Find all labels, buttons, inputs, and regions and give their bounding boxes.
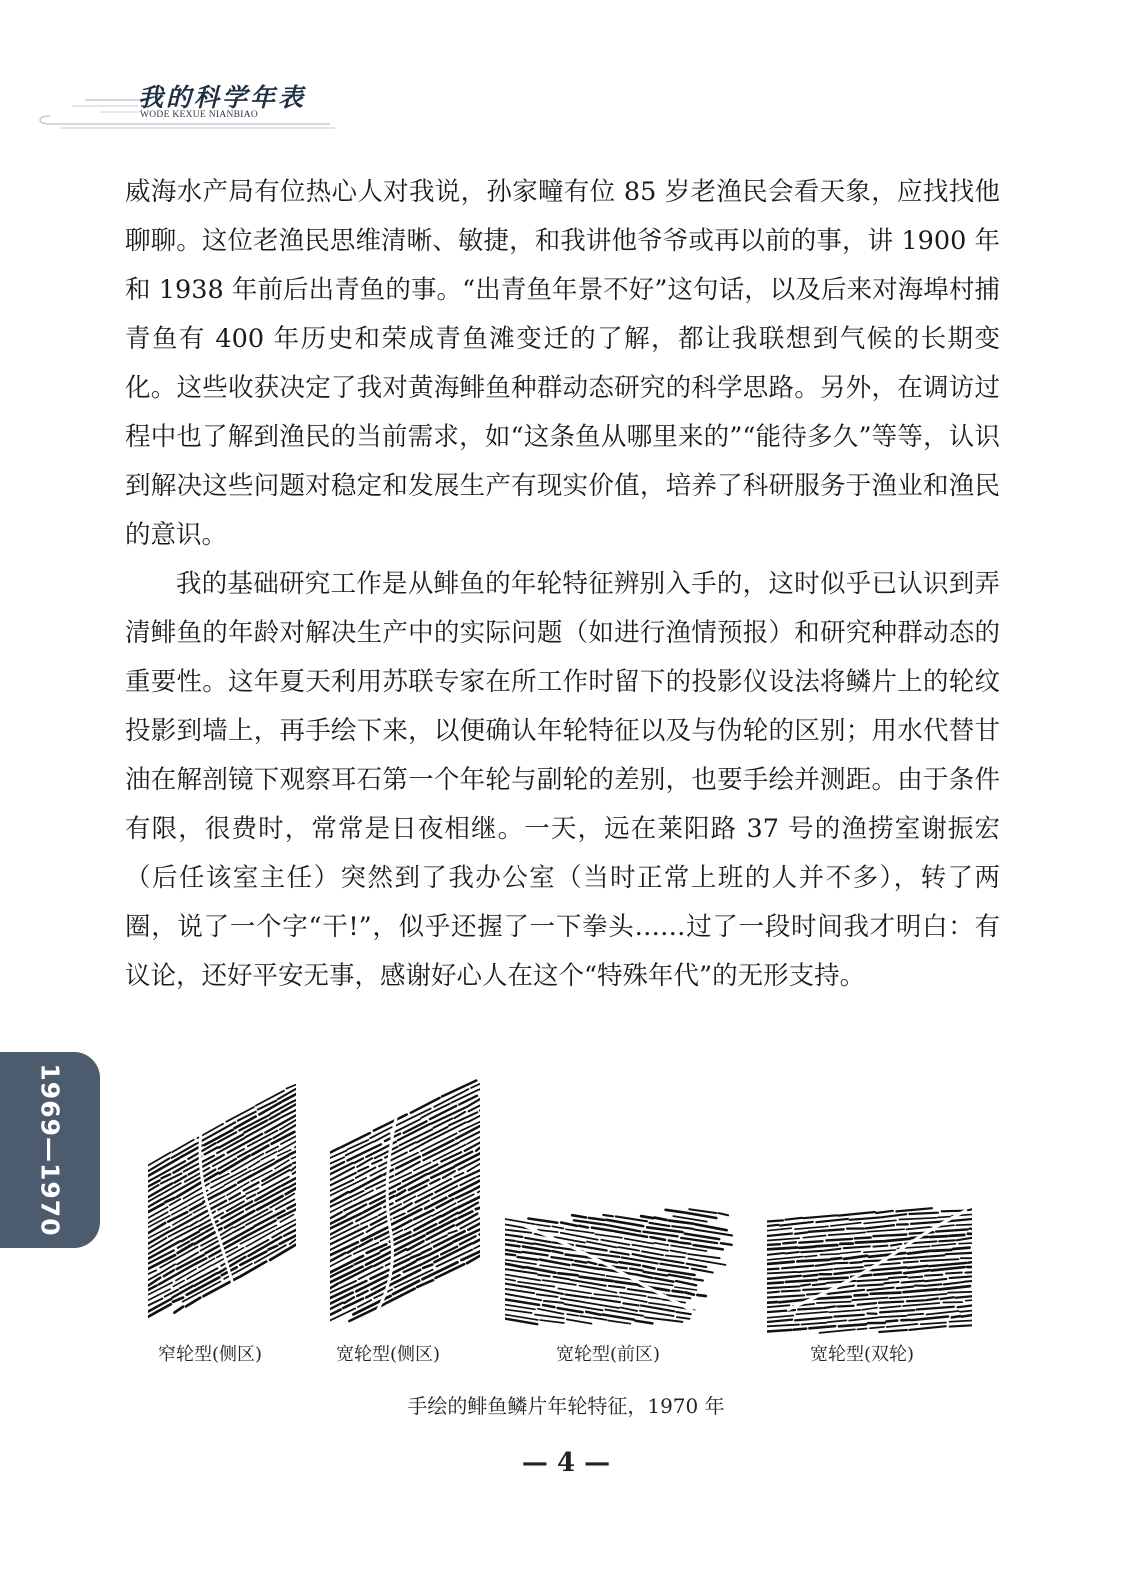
panel-label: 宽轮型(前区) [556,1344,661,1365]
ring-lines [330,1081,480,1324]
scale-ring-drawing [767,1200,972,1334]
page-number: — 4 — [521,1448,611,1478]
year-side-tab [0,1052,100,1248]
scale-drawing-panel [505,1206,735,1326]
paragraph: 我的基础研究工作是从鲱鱼的年轮特征辨别入手的，这时似乎已认识到弄清鲱鱼的年龄对解决生产中的实际问题（如进行渔情预报）和研究种群动态的重要性。这年夏天利用苏联专家在所工作时留下的投影仪设法将鳞片上的轮纹投影到墙上，再手绘下来，以便确认年轮特征以及与伪轮的区别；用水代替甘油在解剖镜下观察耳石第一个年轮与副轮的差别，也要手绘并测距。由于条件有限，很费时，常常是日夜相继。一天，远在莱阳路 37 号的渔捞室谢振宏（后任该室主任）突然到了我办公室（当时正常上班的人并不多），转了两圈，说了一个字“干!”，似乎还握了一下拳头……过了一段时间我才明白：有议论，还好平安无事，感谢好心人在这个“特殊年代”的无形支持。 [125,569,1000,991]
panel-label: 宽轮型(侧区) [336,1344,441,1365]
scale-drawing-panel [767,1200,972,1334]
running-header [30,70,350,140]
ring-lines [148,1085,296,1320]
scale-ring-drawing [330,1078,480,1323]
scale-drawing-panel [148,1084,296,1320]
ring-lines [767,1208,972,1333]
year-side-tab-label: 1969—1970 [35,1063,65,1237]
book-title-pinyin: WODE KEXUE NIANBIAO [140,110,259,120]
figure-scale-drawings [140,1078,975,1368]
scale-ring-drawing [148,1084,296,1320]
figure-caption: 手绘的鲱鱼鳞片年轮特征，1970 年 [407,1394,725,1418]
panel-label: 窄轮型(侧区) [158,1344,263,1365]
scale-drawing-panel [330,1078,480,1323]
ring-lines [505,1209,732,1324]
paragraph: 威海水产局有位热心人对我说，孙家疃有位 85 岁老渔民会看天象，应找找他聊聊。这位老渔民思维清晰、敏捷，和我讲他爷爷或再以前的事，讲 1900 年和 1938 年前后出青鱼的事。“出青鱼年景不好”这句话，以及后来对海埠村捕青鱼有 400 年历史和荣成青鱼滩变迁的了解，都让我联想到气候的长期变化。这些收获决定了我对黄海鲱鱼种群动态研究的科学思路。另外，在调访过程中也了解到渔民的当前需求，如“这条鱼从哪里来的”“能待多久”等等，认识到解决这些问题对稳定和发展生产有现实价值，培养了科研服务于渔业和渔民的意识。 [125,177,1000,550]
panel-label: 宽轮型(双轮) [810,1344,915,1365]
scale-ring-drawing [505,1206,735,1326]
main-text [125,168,1000,1001]
book-title: 我的科学年表 [138,83,307,112]
